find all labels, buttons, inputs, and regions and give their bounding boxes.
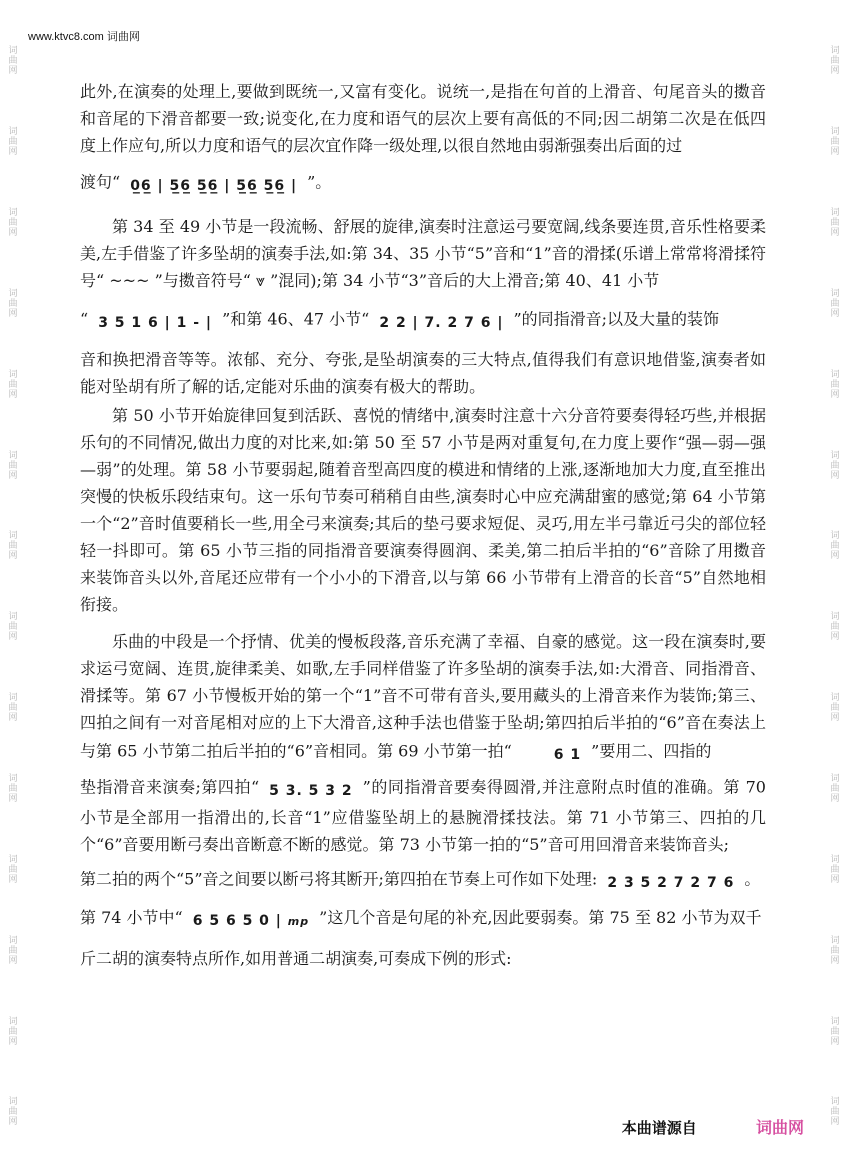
watermark-text: 词曲网 (6, 368, 17, 399)
paragraph-text: 第 74 小节中“ (80, 908, 183, 927)
notation-snippet: 2 2 | 7. 2 7 6 | (379, 315, 504, 331)
watermark-text: 词曲网 (6, 773, 17, 804)
notation-snippet: 5 3. 5 3 2 (269, 783, 353, 799)
paragraph (80, 167, 766, 199)
paragraph (80, 78, 766, 159)
paragraph-text: ”。 (307, 172, 332, 192)
watermark-text: 词曲网 (828, 126, 839, 157)
watermark-text: 词曲网 (828, 853, 839, 884)
paragraph-text: 。 (744, 869, 761, 889)
watermark-text: 词曲网 (828, 611, 839, 642)
watermark-text: 词曲网 (6, 207, 17, 238)
article-body (80, 78, 766, 972)
watermark-text: 词曲网 (828, 287, 839, 318)
watermark-text: 词曲网 (828, 692, 839, 723)
dynamic-marking: mp (287, 915, 310, 928)
watermark-text: 词曲网 (6, 692, 17, 723)
watermark-text: 词曲网 (6, 287, 17, 318)
footer-source: 本曲谱源自 (621, 1119, 697, 1137)
watermark-text: 词曲网 (6, 611, 17, 642)
paragraph (80, 902, 766, 935)
notation-snippet: 3 5 1 6 | 1 - | (98, 315, 213, 331)
watermark-text: 词曲网 (828, 45, 839, 76)
notation-snippet: 0̲6̲ | 5̲6̲ 5̲6̲ | 5̲6̲ 5̲6̲ | (130, 178, 298, 194)
watermark-text: 词曲网 (6, 45, 17, 76)
watermark-text: 词曲网 (6, 1096, 17, 1127)
watermark-text: 词曲网 (828, 773, 839, 804)
watermark-text: 词曲网 (828, 207, 839, 238)
notation-notes: 6 5 6 5 0 | (192, 913, 282, 929)
watermark-text: 词曲网 (6, 126, 17, 157)
paragraph (80, 772, 766, 858)
watermark-text: 词曲网 (828, 934, 839, 965)
paragraph-text: ”和第 46、47 小节“ (222, 309, 370, 329)
watermark-text: 词曲网 (6, 853, 17, 884)
notation-snippet (187, 902, 315, 935)
watermark-right (822, 0, 844, 1172)
watermark-text: 词曲网 (828, 449, 839, 480)
paragraph-text: 第 50 小节开始旋律回复到活跃、喜悦的情绪中,演奏时注意十六分音符要奏得轻巧些,并根据乐句的不同情况,做出力度的对比来,如:第 50 至 57 小节是两对重复句,在力度上要作“强—弱—强—弱”的处理。第 58 小节要弱起,随着音型高四度的模进和情绪的上涨,逐渐地加大力度,直至推出突慢的快板乐段结束句。这一乐句节奏可稍稍自由些,演奏时心中应充满甜蜜的感觉;第 64 小节第一个“2”音时值要稍长一些,用全弓来演奏;其后的垫弓要求短促、灵巧,用左半弓靠近弓尖的部位轻轻一抖即可。第 65 小节三指的同指滑音要演奏得圆润、柔美,第二拍后半拍的“6”音除了用擞音来装饰音头以外,音尾还应带有一个小小的下滑音,以与第 66 小节带有上滑音的长音“5”自然地相衔接。 (80, 406, 766, 614)
paragraph (80, 402, 766, 618)
paragraph (80, 864, 766, 896)
watermark-left (0, 0, 22, 1172)
footer-brand-link[interactable]: 词曲网 (755, 1118, 804, 1137)
watermark-text: 词曲网 (828, 1015, 839, 1046)
watermark-text: 词曲网 (828, 368, 839, 399)
watermark-text: 词曲网 (828, 530, 839, 561)
paragraph-text: ”要用二、四指的 (591, 741, 712, 761)
header-url: www.ktvc8.com 词曲网 (28, 31, 140, 43)
paragraph-text: 音和换把滑音等等。浓郁、充分、夸张,是坠胡演奏的三大特点,值得我们有意识地借鉴,演奏者如能对坠胡有所了解的话,定能对乐曲的演奏有极大的帮助。 (80, 350, 766, 396)
watermark-text: 词曲网 (6, 934, 17, 965)
paragraph-text: 此外,在演奏的处理上,要做到既统一,又富有变化。说统一,是指在句首的上滑音、句尾音头的擞音和音尾的下滑音都要一致;说变化,在力度和语气的层次上要有高低的不同;因二胡第二次是在低四度上作应句,所以力度和语气的层次宜作降一级处理,以很自然地由弱渐强奏出后面的过 (80, 82, 766, 155)
paragraph-text: 斤二胡的演奏特点所作,如用普通二胡演奏,可奏成下例的形式: (80, 949, 512, 968)
paragraph-text: ”的同指滑音;以及大量的装饰 (513, 309, 720, 329)
footer (622, 1115, 804, 1138)
paragraph-text: 第二拍的两个“5”音之间要以断弓将其断开;第四拍在节奏上可作如下处理: (80, 869, 598, 889)
paragraph (80, 346, 766, 400)
watermark-text: 词曲网 (828, 1096, 839, 1127)
paragraph-text: 乐曲的中段是一个抒情、优美的慢板段落,音乐充满了幸福、自豪的感觉。这一段在演奏时,要求运弓宽阔、连贯,旋律柔美、如歌,左手同样借鉴了许多坠胡的演奏手法,如:大滑音、同指滑音、滑揉等。第 67 小节慢板开始的第一个“1”音不可带有音头,要用藏头的上滑音来作为装饰;第三、四拍之间有一对音尾相对应的上下大滑音,这种手法也借鉴于坠胡;第四拍后半拍的“6”音在奏法上与第 65 小节第二拍后半拍的“6”音相同。第 69 小节第一拍“ (80, 632, 766, 761)
paragraph (80, 213, 766, 294)
paragraph (80, 628, 766, 768)
watermark-text: 词曲网 (6, 449, 17, 480)
watermark-text: 词曲网 (6, 1015, 17, 1046)
paragraph-text: 第 34 至 49 小节是一段流畅、舒展的旋律,演奏时注意运弓要宽阔,线条要连贯,音乐性格要柔美,左手借鉴了许多坠胡的演奏手法,如:第 34、35 小节“5”音和“1”音的滑揉(乐谱上常常将滑揉符号“ ~~~ ”与擞音符号“ ⩔ ”混同);第 34 小节“3”音后的大上滑音;第 40、41 小节 (80, 217, 766, 290)
watermark-text: 词曲网 (6, 530, 17, 561)
notation-snippet: 6 1 (553, 747, 582, 763)
paragraph-text: ”这几个音是句尾的补充,因此要弱奏。第 75 至 82 小节为双千 (319, 908, 762, 927)
notation-snippet: 2 3 5 2 7 2 7 6 (607, 875, 735, 891)
paragraph-text: ”的同指滑音要奏得圆滑,并注意附点时值的准确。第 70 小节是全部用一指滑出的,长音“1”应借鉴坠胡上的悬腕滑揉技法。第 71 小节第三、四拍的几个“6”音要用断弓奏出音断意不断的感觉。第 73 小节第一拍的“5”音可用回滑音来装饰音头; (80, 777, 766, 854)
paragraph-text: 垫指滑音来演奏;第四拍“ (80, 777, 260, 797)
paragraph-text: “ (80, 309, 89, 329)
paragraph (80, 304, 766, 336)
paragraph (80, 945, 766, 972)
paragraph-text: 渡句“ (80, 172, 121, 192)
